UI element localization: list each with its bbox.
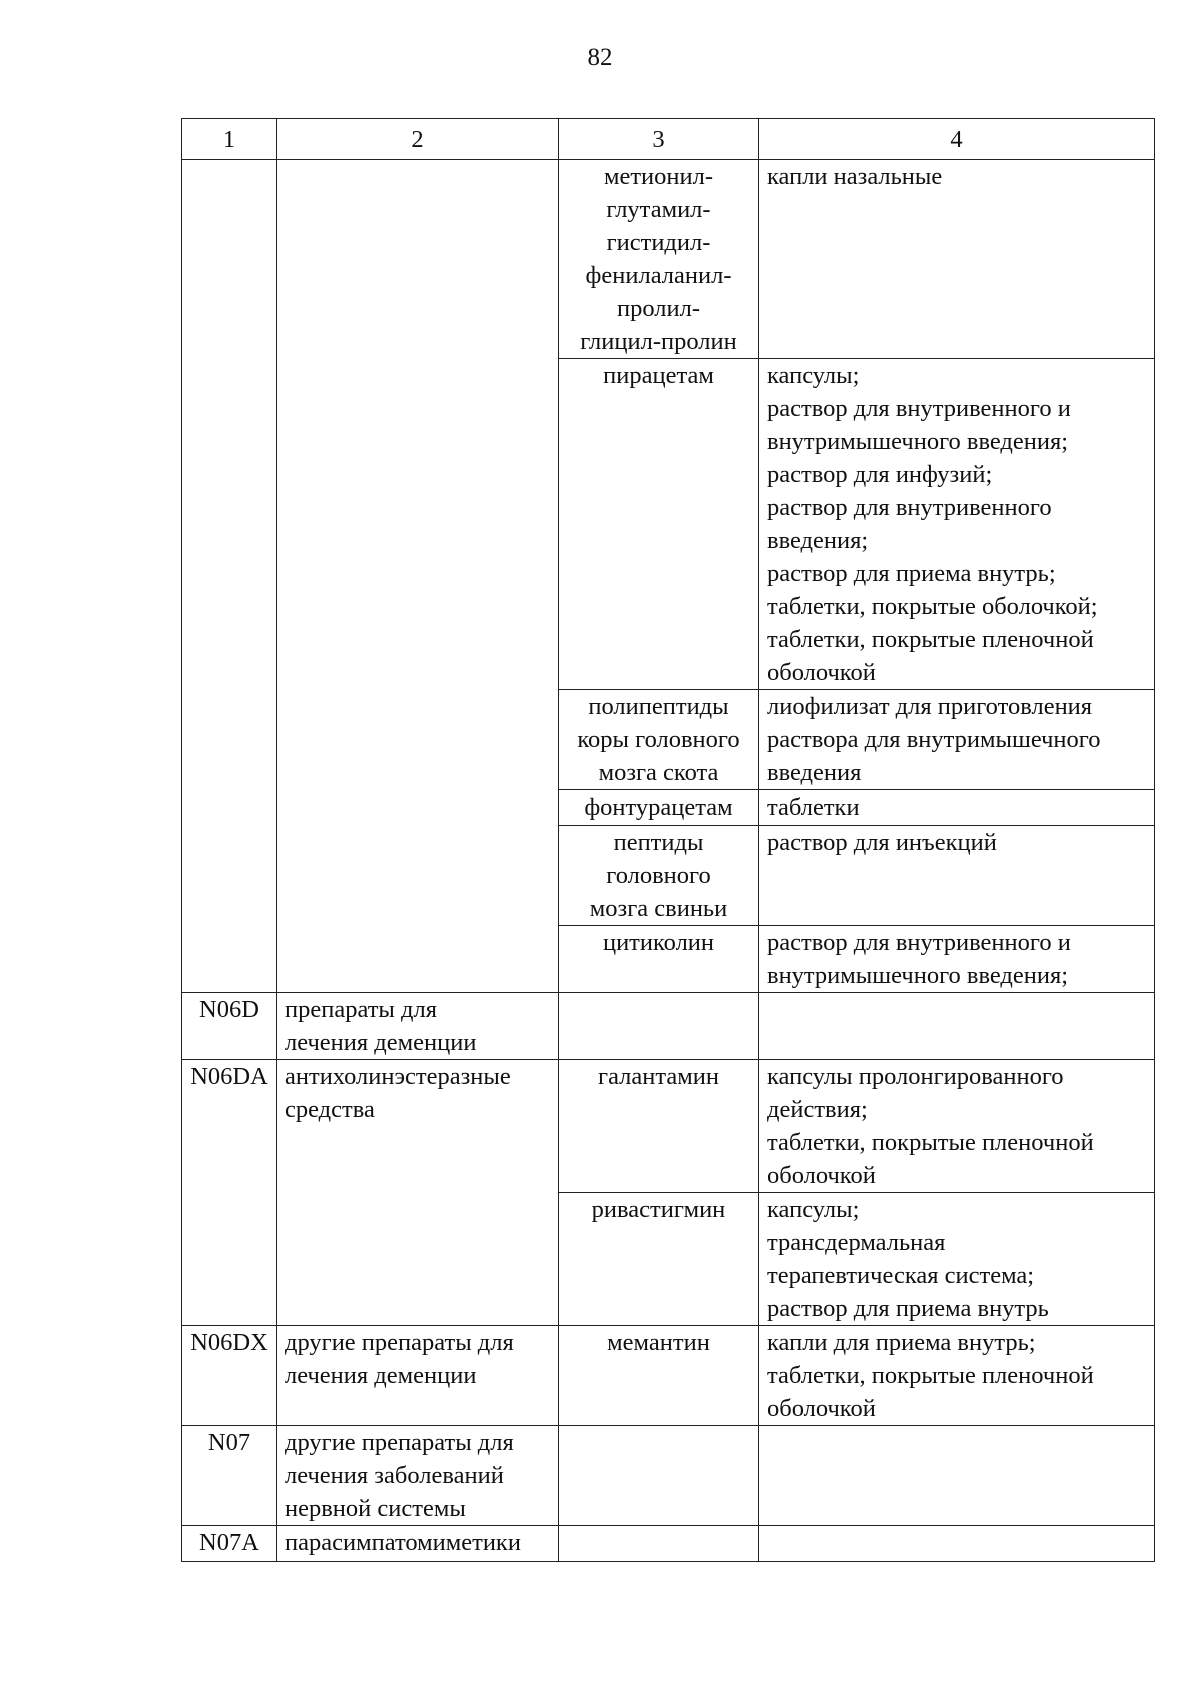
substance-cell: цитиколин (559, 926, 759, 993)
substance-cell: полипептиды коры головного мозга скота (559, 690, 759, 790)
table-row (182, 160, 1155, 359)
dosage-form-cell: таблетки (759, 790, 1155, 826)
header-col-3: 3 (559, 119, 759, 160)
dosage-form-cell (759, 1426, 1155, 1526)
page-number: 82 (587, 44, 613, 71)
header-col-2: 2 (277, 119, 559, 160)
group-name-cell (277, 160, 559, 993)
substance-cell: фонтурацетам (559, 790, 759, 826)
substance-cell: пирацетам (559, 359, 759, 690)
header-col-4: 4 (759, 119, 1155, 160)
dosage-form-cell: раствор для внутривенного и внутримышечного введения; (759, 926, 1155, 993)
atc-code-cell: N07 (182, 1426, 277, 1526)
dosage-form-cell: капсулы пролонгированного действия; таблетки, покрытые пленочной оболочкой (759, 1060, 1155, 1193)
substance-cell (559, 993, 759, 1060)
group-name-cell: другие препараты для лечения заболеваний нервной системы (277, 1426, 559, 1526)
group-name-cell: антихолинэстеразные средства (277, 1060, 559, 1326)
table-row (182, 993, 1155, 1060)
dosage-form-cell: капли назальные (759, 160, 1155, 359)
dosage-form-cell (759, 1526, 1155, 1562)
group-name-cell: другие препараты для лечения деменции (277, 1326, 559, 1426)
substance-cell: метионил- глутамил- гистидил- фенилаланил- пролил- глицил-пролин (559, 160, 759, 359)
dosage-form-cell: капсулы; раствор для внутривенного и внутримышечного введения; раствор для инфузий; раствор для внутривенного введения; раствор для приема внутрь; таблетки, покрытые оболочкой; таблетки, покрытые пленочной оболочкой (759, 359, 1155, 690)
substance-cell: ривастигмин (559, 1193, 759, 1326)
table-row (182, 1060, 1155, 1193)
atc-code-cell: N06DX (182, 1326, 277, 1426)
substance-cell: пептиды головного мозга свиньи (559, 826, 759, 926)
substance-cell: галантамин (559, 1060, 759, 1193)
dosage-form-cell: раствор для инъекций (759, 826, 1155, 926)
atc-code-cell: N06D (182, 993, 277, 1060)
substance-cell: мемантин (559, 1326, 759, 1426)
atc-code-cell (182, 160, 277, 993)
substance-cell (559, 1426, 759, 1526)
dosage-form-cell: лиофилизат для приготовления раствора для внутримышечного введения (759, 690, 1155, 790)
dosage-form-cell: капли для приема внутрь; таблетки, покрытые пленочной оболочкой (759, 1326, 1155, 1426)
drug-table (181, 118, 1155, 1562)
group-name-cell: препараты для лечения деменции (277, 993, 559, 1060)
header-row (182, 119, 1155, 160)
table-row (182, 1526, 1155, 1562)
dosage-form-cell: капсулы; трансдермальная терапевтическая система; раствор для приема внутрь (759, 1193, 1155, 1326)
dosage-form-cell (759, 993, 1155, 1060)
table-row (182, 1426, 1155, 1526)
group-name-cell: парасимпатомиметики (277, 1526, 559, 1562)
substance-cell (559, 1526, 759, 1562)
header-col-1: 1 (182, 119, 277, 160)
atc-code-cell: N06DA (182, 1060, 277, 1326)
table-row (182, 1326, 1155, 1426)
atc-code-cell: N07A (182, 1526, 277, 1562)
